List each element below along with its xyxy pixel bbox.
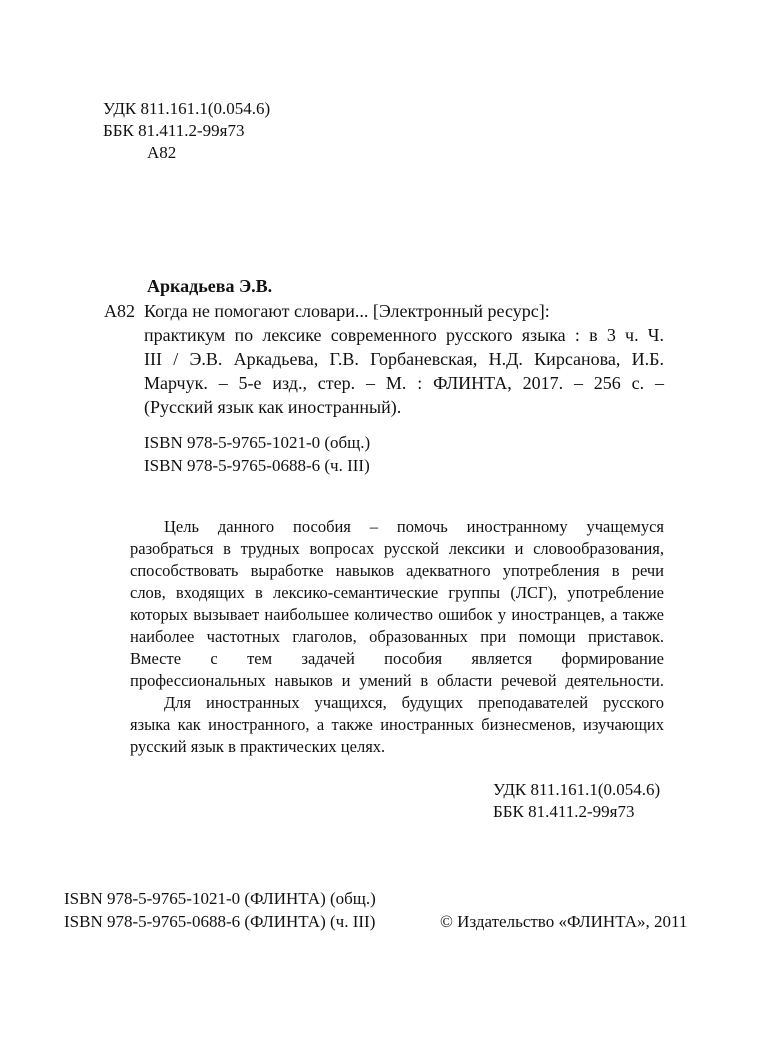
abstract-line: профессиональных навыков и умений в области речевой деятельности. — [130, 671, 664, 690]
bbk-code: ББК 81.411.2-99я73 — [103, 121, 245, 140]
abstract-line: Вместе с тем задачей пособия является формирование — [130, 649, 664, 668]
card-line: (Русский язык как иностранный). — [144, 397, 402, 417]
card-line: Марчук. – 5-е изд., стер. – М. : ФЛИНТА, 2017. – 256 с. – — [144, 373, 664, 393]
bbk-code-repeat: ББК 81.411.2-99я73 — [493, 802, 635, 821]
isbn-general: ISBN 978-5-9765-1021-0 (общ.) — [144, 433, 371, 452]
abstract-line: Для иностранных учащихся, будущих преподавателей русского — [164, 693, 664, 712]
udk-code: УДК 811.161.1(0.054.6) — [103, 99, 271, 118]
abstract-line: способствовать выработке навыков адекватного употребления в речи — [130, 561, 664, 580]
isbn-flinta-general: ISBN 978-5-9765-1021-0 (ФЛИНТА) (общ.) — [64, 889, 376, 908]
udk-code-repeat: УДК 811.161.1(0.054.6) — [493, 780, 661, 799]
abstract-line: языка как иностранного, а также иностранных бизнесменов, изучающих — [130, 715, 664, 734]
author-mark: А82 — [147, 143, 177, 162]
card-line: Когда не помогают словари... [Электронный ресурс]: — [144, 301, 550, 321]
card-line: практикум по лексике современного русского языка : в 3 ч. Ч. — [144, 325, 664, 345]
card-line: III / Э.В. Аркадьева, Г.В. Горбаневская, Н.Д. Кирсанова, И.Б. — [144, 349, 664, 369]
abstract-line: Цель данного пособия – помочь иностранному учащемуся — [164, 517, 664, 536]
abstract-line: слов, входящих в лексико-семантические группы (ЛСГ), употребление — [130, 583, 664, 602]
card-author-mark: А82 — [104, 301, 135, 321]
isbn-flinta-part: ISBN 978-5-9765-0688-6 (ФЛИНТА) (ч. III) — [64, 912, 376, 931]
abstract-line: разобраться в трудных вопросах русской лексики и словообразования, — [130, 539, 664, 558]
abstract-line: русский язык в практических целях. — [130, 737, 386, 756]
abstract-line: которых вызывает наибольшее количество ошибок у иностранцев, а также — [130, 605, 664, 624]
copyright: © Издательство «ФЛИНТА», 2011 — [440, 912, 688, 931]
isbn-part: ISBN 978-5-9765-0688-6 (ч. III) — [144, 456, 370, 475]
card-author: Аркадьева Э.В. — [147, 276, 273, 296]
abstract-line: наиболее частотных глаголов, образованных при помощи приставок. — [130, 627, 664, 646]
